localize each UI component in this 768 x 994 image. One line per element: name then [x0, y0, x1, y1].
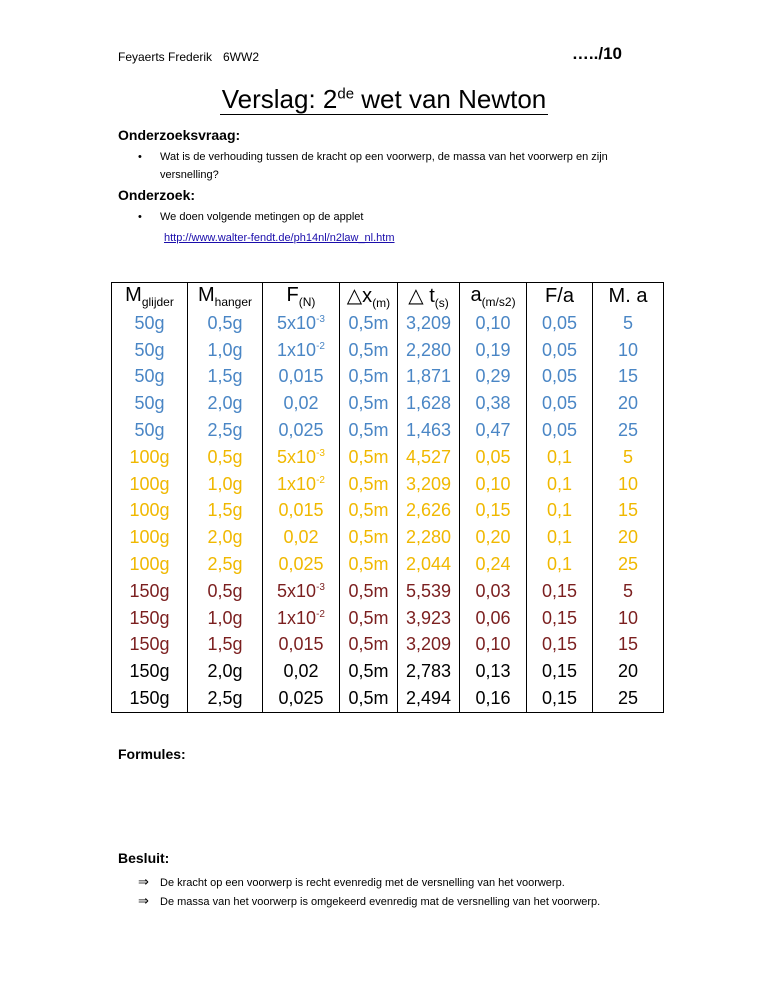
column-header-main: F/a [545, 285, 574, 307]
table-cell: 50g [112, 364, 188, 391]
table-cell: 0,02 [263, 390, 340, 417]
table-cell: 0,025 [263, 551, 340, 578]
conclusion-text-1: De kracht op een voorwerp is recht evenredig met de versnelling van het voorwerp. [160, 877, 565, 889]
table-cell: 2,0g [188, 390, 263, 417]
table-cell: 100g [112, 444, 188, 471]
table-cell: 0,5g [188, 578, 263, 605]
table-cell: 0,1 [527, 524, 593, 551]
table-cell: 150g [112, 685, 188, 712]
measurement-table [111, 282, 664, 713]
table-row [112, 578, 664, 605]
column-header-unit: hanger [214, 295, 253, 309]
table-cell: 2,0g [188, 524, 263, 551]
table-cell: 150g [112, 632, 188, 659]
author-name: Feyaerts Frederik [118, 50, 213, 64]
table-cell: 0,05 [527, 337, 593, 364]
table-cell: 0,13 [460, 658, 527, 685]
table-cell: 1,628 [398, 390, 460, 417]
table-cell: 0,03 [460, 578, 527, 605]
column-header-unit: (s) [434, 296, 449, 310]
table-cell: 0,5g [188, 444, 263, 471]
table-cell: 50g [112, 390, 188, 417]
table-cell: 0,5m [340, 578, 398, 605]
conclusion-heading: Besluit: [118, 850, 170, 866]
column-header-main: F [286, 284, 299, 306]
title-sup: de [337, 85, 355, 103]
table-cell: 2,5g [188, 417, 263, 444]
table-row [112, 390, 664, 417]
table-cell: 0,24 [460, 551, 527, 578]
table-cell: 2,626 [398, 498, 460, 525]
column-header [263, 283, 340, 311]
table-header-row [112, 283, 664, 311]
table-cell: 0,025 [263, 685, 340, 712]
table-cell: 0,5m [340, 337, 398, 364]
column-header [340, 283, 398, 311]
table-cell: 100g [112, 498, 188, 525]
table-cell: 2,280 [398, 337, 460, 364]
question-bullet [138, 148, 608, 166]
table-cell: 3,209 [398, 632, 460, 659]
table-cell: 2,0g [188, 658, 263, 685]
table-cell: $5x10^{-3}$ [263, 444, 340, 471]
study-text: We doen volgende metingen op de applet [160, 211, 364, 223]
column-header-main: △x [346, 285, 373, 307]
table-cell: $5x10^{-3}$ [263, 310, 340, 337]
table-cell: 4,527 [398, 444, 460, 471]
class-label: 6WW2 [223, 50, 259, 64]
table-cell: 1,5g [188, 364, 263, 391]
page-title [0, 84, 768, 115]
table-cell: 10 [593, 605, 664, 632]
table-cell: 0,015 [263, 364, 340, 391]
column-header [112, 283, 188, 311]
table-cell: 150g [112, 605, 188, 632]
table-row [112, 524, 664, 551]
table-cell: 0,5m [340, 471, 398, 498]
column-header [527, 283, 593, 311]
table-row [112, 337, 664, 364]
table-cell: 5 [593, 444, 664, 471]
table-cell: 1,5g [188, 498, 263, 525]
table-cell: 5 [593, 310, 664, 337]
table-cell: 10 [593, 471, 664, 498]
table-cell: 1,871 [398, 364, 460, 391]
study-link[interactable]: http://www.walter-fendt.de/ph14nl/n2law_nl.htm [164, 232, 395, 244]
table-cell: 100g [112, 524, 188, 551]
table-cell: 1,0g [188, 605, 263, 632]
table-cell: 0,06 [460, 605, 527, 632]
table-cell: 20 [593, 524, 664, 551]
table-cell: 0,15 [527, 658, 593, 685]
conclusion-item [138, 874, 565, 890]
table-cell: 0,1 [527, 444, 593, 471]
table-cell: 0,19 [460, 337, 527, 364]
table-cell: 50g [112, 417, 188, 444]
table-cell: 150g [112, 578, 188, 605]
table-cell: 15 [593, 498, 664, 525]
table-cell: 0,10 [460, 310, 527, 337]
table-cell: 0,015 [263, 632, 340, 659]
table-cell: 50g [112, 310, 188, 337]
bullet-icon: • [138, 151, 142, 163]
column-header-main: M [197, 284, 215, 306]
table-row [112, 417, 664, 444]
table-cell: 0,025 [263, 417, 340, 444]
table-cell: 100g [112, 471, 188, 498]
table-cell: 0,05 [460, 444, 527, 471]
table-cell: 0,5m [340, 605, 398, 632]
column-header [188, 283, 263, 311]
table-cell: 2,044 [398, 551, 460, 578]
table-cell: 0,29 [460, 364, 527, 391]
table-cell: 0,1 [527, 471, 593, 498]
study-heading: Onderzoek: [118, 187, 196, 203]
table-cell: 25 [593, 685, 664, 712]
table-cell: 0,5m [340, 498, 398, 525]
column-header-unit: (N) [298, 295, 316, 309]
table-cell: 0,15 [527, 632, 593, 659]
bullet-icon: • [138, 211, 142, 223]
table-cell: 2,5g [188, 551, 263, 578]
table-row [112, 310, 664, 337]
table-cell: 0,5m [340, 685, 398, 712]
table-cell: $1x10^{-2}$ [263, 337, 340, 364]
table-row [112, 605, 664, 632]
column-header-unit: (m/s2) [481, 295, 516, 309]
table-row [112, 551, 664, 578]
table-cell: 100g [112, 551, 188, 578]
column-header-main: M. a [608, 285, 648, 307]
question-text-2: versnelling? [160, 169, 219, 181]
table-cell: 0,10 [460, 632, 527, 659]
table-cell: 15 [593, 364, 664, 391]
table-cell: 0,15 [527, 605, 593, 632]
table-cell: 0,15 [527, 578, 593, 605]
table-cell: 0,38 [460, 390, 527, 417]
arrow-icon: ⇒ [138, 874, 149, 889]
table-cell: 20 [593, 658, 664, 685]
table-row [112, 444, 664, 471]
table-row [112, 364, 664, 391]
column-header [398, 283, 460, 311]
score-label: …../10 [571, 44, 622, 63]
column-header-main: △ t [408, 285, 435, 307]
table-cell: 1,0g [188, 471, 263, 498]
table-cell: 0,05 [527, 364, 593, 391]
table-cell: $1x10^{-2}$ [263, 471, 340, 498]
table-cell: 2,783 [398, 658, 460, 685]
table-cell: 20 [593, 390, 664, 417]
table-cell: 0,5m [340, 658, 398, 685]
table-cell: 25 [593, 551, 664, 578]
study-link-wrap [164, 228, 395, 246]
column-header [460, 283, 527, 311]
table-cell: 150g [112, 658, 188, 685]
column-header [593, 283, 664, 311]
study-bullet [138, 208, 363, 226]
table-cell: 0,1 [527, 498, 593, 525]
table-cell: 0,02 [263, 658, 340, 685]
table-cell: 0,05 [527, 310, 593, 337]
table-cell: 10 [593, 337, 664, 364]
table-cell: 0,5m [340, 390, 398, 417]
table-cell: 0,05 [527, 417, 593, 444]
table-cell: 5 [593, 578, 664, 605]
table-cell: 0,5m [340, 310, 398, 337]
question-heading: Onderzoeksvraag: [118, 127, 241, 143]
table-cell: 1,0g [188, 337, 263, 364]
arrow-icon: ⇒ [138, 893, 149, 908]
table-cell: 0,5m [340, 632, 398, 659]
table-cell: 0,5m [340, 417, 398, 444]
title-post: wet van Newton [354, 84, 547, 114]
title-pre: Verslag: 2 [221, 84, 338, 114]
table-cell: 2,5g [188, 685, 263, 712]
table-cell: $1x10^{-2}$ [263, 605, 340, 632]
table-row [112, 685, 664, 712]
formulas-heading: Formules: [118, 746, 186, 762]
table-row [112, 658, 664, 685]
table-cell: 0,05 [527, 390, 593, 417]
question-text: Wat is de verhouding tussen de kracht op een voorwerp, de massa van het voorwerp en zijn [160, 151, 608, 163]
table-cell: 0,5m [340, 524, 398, 551]
conclusion-text-2: De massa van het voorwerp is omgekeerd evenredig mat de versnelling van het voorwerp. [160, 896, 601, 908]
table-cell: $5x10^{-3}$ [263, 578, 340, 605]
column-header-unit: (m) [372, 296, 391, 310]
table-cell: 15 [593, 632, 664, 659]
table-cell: 0,5m [340, 551, 398, 578]
table-cell: 0,15 [460, 498, 527, 525]
table-cell: 0,5g [188, 310, 263, 337]
table-cell: 0,02 [263, 524, 340, 551]
table-cell: 0,16 [460, 685, 527, 712]
column-header-main: a [470, 284, 482, 306]
table-cell: 2,280 [398, 524, 460, 551]
table-cell: 3,923 [398, 605, 460, 632]
table-row [112, 471, 664, 498]
table-cell: 0,47 [460, 417, 527, 444]
table-cell: 1,463 [398, 417, 460, 444]
table-cell: 0,20 [460, 524, 527, 551]
table-cell: 25 [593, 417, 664, 444]
conclusion-item [138, 893, 600, 909]
table-cell: 0,5m [340, 364, 398, 391]
table-cell: 3,209 [398, 471, 460, 498]
table-cell: 2,494 [398, 685, 460, 712]
table-cell: 0,1 [527, 551, 593, 578]
table-row [112, 498, 664, 525]
column-header-main: M [125, 284, 142, 306]
table-cell: 0,5m [340, 444, 398, 471]
table-row [112, 632, 664, 659]
table-cell: 0,015 [263, 498, 340, 525]
column-header-unit: glijder [141, 295, 174, 309]
table-cell: 1,5g [188, 632, 263, 659]
table-cell: 50g [112, 337, 188, 364]
table-cell: 0,10 [460, 471, 527, 498]
table-cell: 5,539 [398, 578, 460, 605]
table-cell: 0,15 [527, 685, 593, 712]
table-cell: 3,209 [398, 310, 460, 337]
